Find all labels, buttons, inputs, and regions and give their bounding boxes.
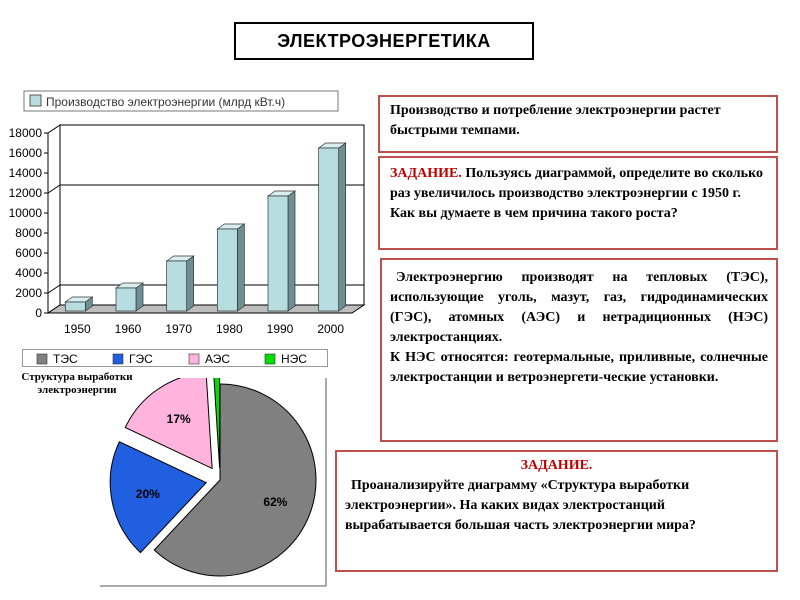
bar-side	[288, 191, 295, 311]
y-tick-label: 8000	[15, 226, 42, 240]
y-tick-label: 2000	[15, 286, 42, 300]
bar-1990	[268, 196, 288, 311]
bar-side-wall	[48, 125, 60, 313]
pie-legend-label: ТЭС	[53, 352, 78, 366]
task1-label: ЗАДАНИЕ.	[390, 166, 462, 181]
page-title: ЭЛЕКТРОЭНЕРГЕТИКА	[234, 22, 534, 60]
task2-note	[335, 450, 778, 572]
x-tick-label: 1980	[215, 322, 243, 336]
x-tick-label: 1960	[114, 322, 142, 336]
pie-title: Структура выработки электроэнергии	[21, 371, 133, 396]
x-tick-label: 1990	[266, 322, 294, 336]
pie-label-1: 20%	[135, 486, 160, 501]
pie-chart	[100, 378, 340, 588]
task2-label: ЗАДАНИЕ.	[520, 458, 593, 473]
y-tick-label: 12000	[8, 186, 42, 200]
pie-legend-label: АЭС	[205, 352, 231, 366]
bar-1980	[217, 229, 237, 311]
bar-chart	[0, 80, 370, 345]
pie-label-2: 17%	[166, 412, 191, 427]
bar-floor	[48, 305, 364, 313]
x-tick-label: 1950	[63, 322, 91, 336]
bar-2000	[319, 148, 339, 311]
y-tick-label: 0	[35, 306, 42, 320]
bar-side	[339, 143, 346, 311]
task1-text: Пользуясь диаграммой, определите во сколько раз увеличилось производство электроэнергии с 1950 г. Как вы думаете в чем причина такого роста?	[390, 166, 763, 221]
bar-1970	[167, 261, 187, 311]
growth-note: Производство и потребление электроэнергии растет быстрыми темпами.	[378, 95, 778, 153]
legend-swatch-3	[265, 354, 275, 364]
bar-legend	[24, 91, 338, 111]
task1-note	[378, 156, 778, 250]
pie-legend	[22, 349, 328, 367]
plants-text-1: Электроэнергию производят на тепловых (ТЭС), использующие уголь, мазут, газ, гидродинамических (ГЭС), атомных (АЭС) и нетрадиционных (НЭС) электростанциях.	[390, 270, 768, 345]
y-tick-label: 10000	[8, 206, 42, 220]
plants-text-2: К НЭС относятся: геотермальные, приливные, солнечные электростанции и ветроэнергети-ческие установки.	[390, 350, 768, 385]
y-tick-label: 16000	[8, 146, 42, 160]
bar-1950	[65, 302, 85, 311]
bar-1960	[116, 288, 136, 311]
y-tick-label: 14000	[8, 166, 42, 180]
legend-swatch-2	[189, 354, 199, 364]
x-tick-label: 1970	[165, 322, 193, 336]
legend-swatch	[30, 95, 41, 106]
plants-note	[380, 258, 778, 442]
task2-text: Проанализируйте диаграмму «Структура выработки электроэнергии». На каких видах электростанций вырабатывается большая часть электроэнергии мира?	[345, 478, 696, 533]
bar-side	[187, 256, 194, 311]
pie-legend-label: ГЭС	[129, 352, 153, 366]
legend-swatch-0	[37, 354, 47, 364]
bar-legend-label: Производство электроэнергии (млрд кВт.ч)	[46, 95, 286, 109]
pie-legend-label: НЭС	[281, 352, 307, 366]
y-tick-label: 6000	[15, 246, 42, 260]
bar-side	[237, 224, 244, 311]
pie-label-0: 62%	[263, 494, 288, 509]
y-tick-label: 18000	[8, 126, 42, 140]
x-tick-label: 2000	[317, 322, 345, 336]
pie-slice-3	[214, 378, 220, 468]
y-tick-label: 4000	[15, 266, 42, 280]
legend-swatch-1	[113, 354, 123, 364]
